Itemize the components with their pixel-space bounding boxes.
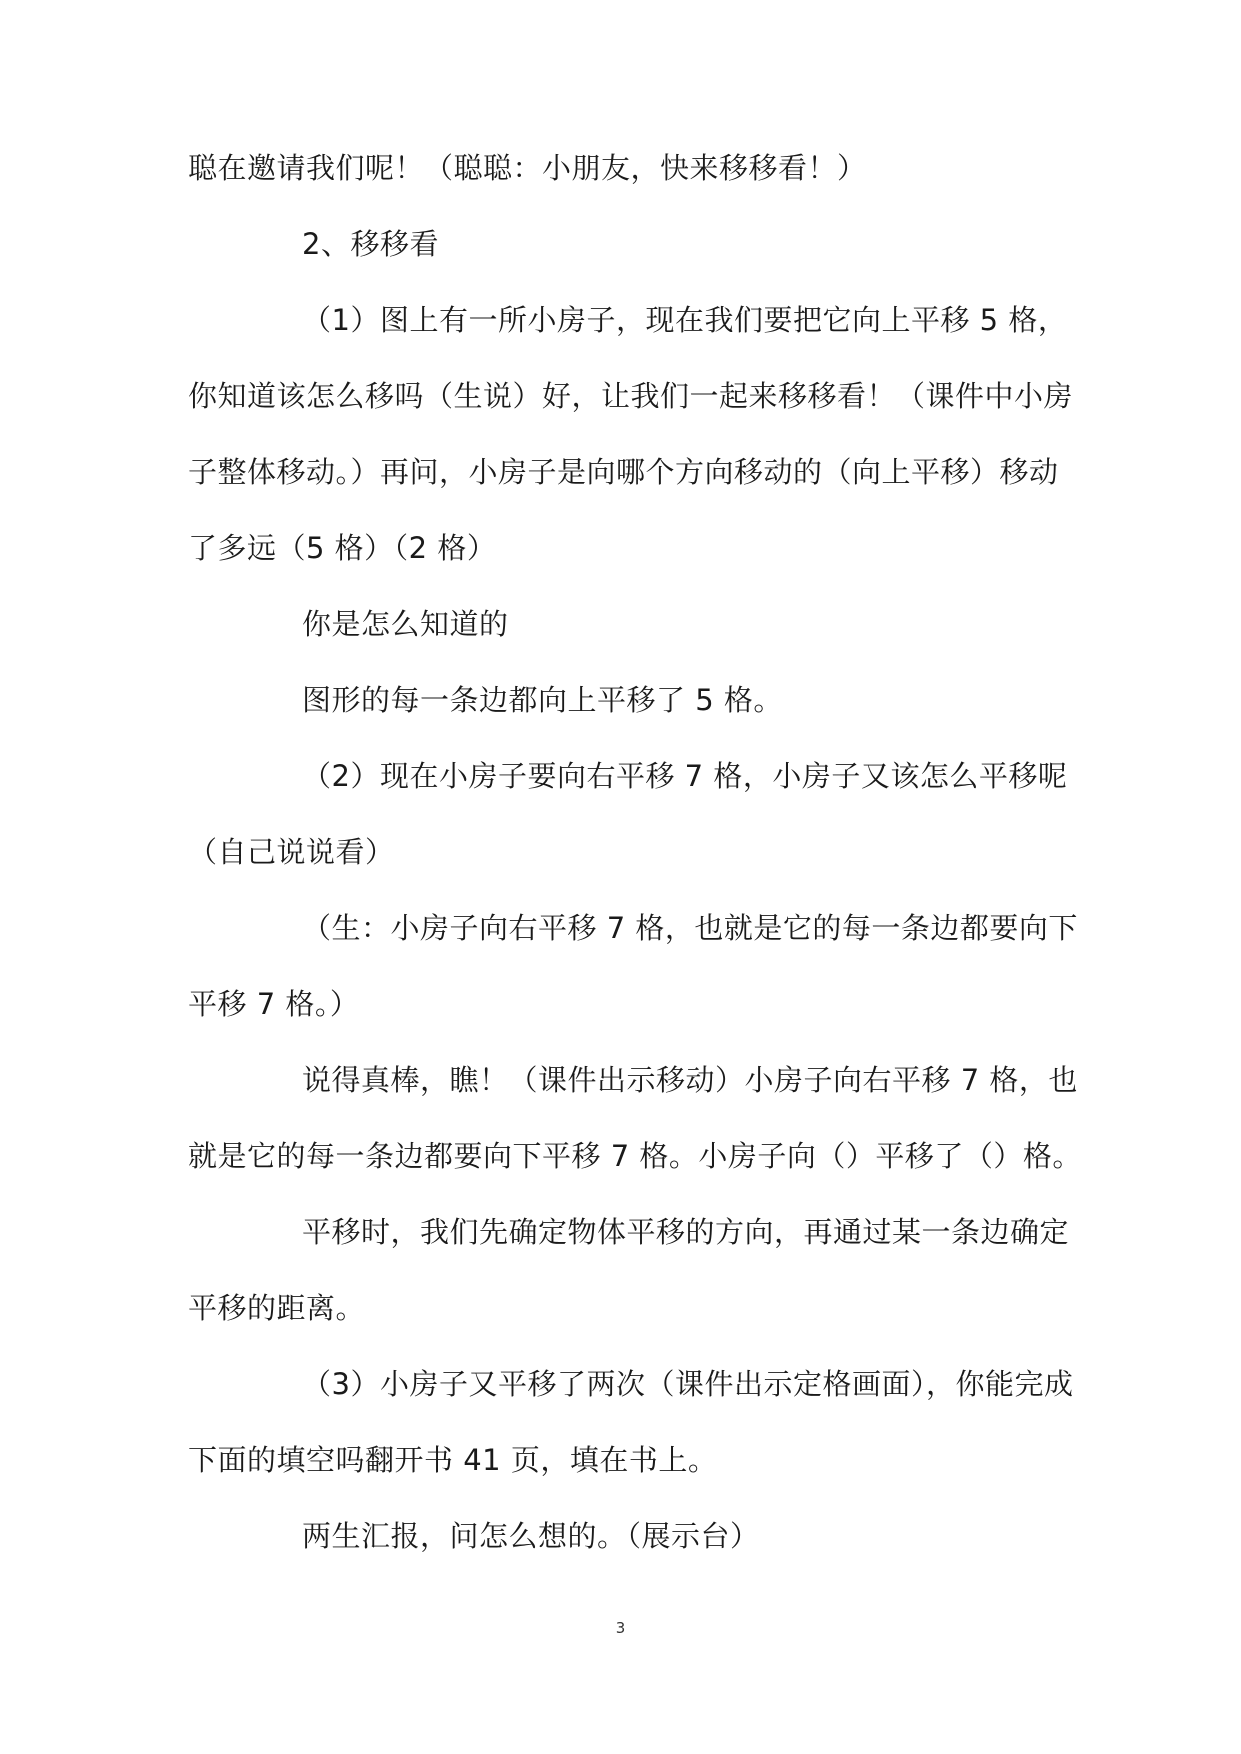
text-line: 你是怎么知道的 — [302, 607, 509, 641]
text-line: （1）图上有一所小房子，现在我们要把它向上平移 5 格， — [302, 303, 1068, 337]
text-line: 说得真棒，瞧！（课件出示移动）小房子向右平移 7 格，也 — [302, 1063, 1078, 1097]
text-line: 两生汇报，问怎么想的。（展示台） — [302, 1519, 760, 1553]
text-line: 平移时，我们先确定物体平移的方向，再通过某一条边确定 — [302, 1215, 1070, 1249]
text-line: 你知道该怎么移吗（生说）好，让我们一起来移移看！（课件中小房 — [188, 379, 1074, 413]
text-line: （3）小房子又平移了两次（课件出示定格画面），你能完成 — [302, 1367, 1074, 1401]
section-heading: 2、移移看 — [302, 227, 439, 261]
text-line: （2）现在小房子要向右平移 7 格，小房子又该怎么平移呢 — [302, 759, 1068, 793]
text-line: 了多远（5 格）（2 格） — [188, 531, 497, 565]
text-line: 聪在邀请我们呢！（聪聪：小朋友，快来移移看！） — [188, 151, 867, 185]
text-line: 平移的距离。 — [188, 1291, 366, 1325]
text-line: （生：小房子向右平移 7 格，也就是它的每一条边都要向下 — [302, 911, 1078, 945]
text-line: 平移 7 格。） — [188, 987, 360, 1021]
page-number: 3 — [615, 1619, 626, 1637]
text-line: 子整体移动。）再问，小房子是向哪个方向移动的（向上平移）移动 — [188, 455, 1059, 489]
text-line: 图形的每一条边都向上平移了 5 格。 — [302, 683, 783, 717]
text-line: 就是它的每一条边都要向下平移 7 格。小房子向（）平移了（）格。 — [188, 1139, 1082, 1173]
text-line: （自己说说看） — [188, 835, 395, 869]
text-line: 下面的填空吗翻开书 41 页，填在书上。 — [188, 1443, 718, 1477]
